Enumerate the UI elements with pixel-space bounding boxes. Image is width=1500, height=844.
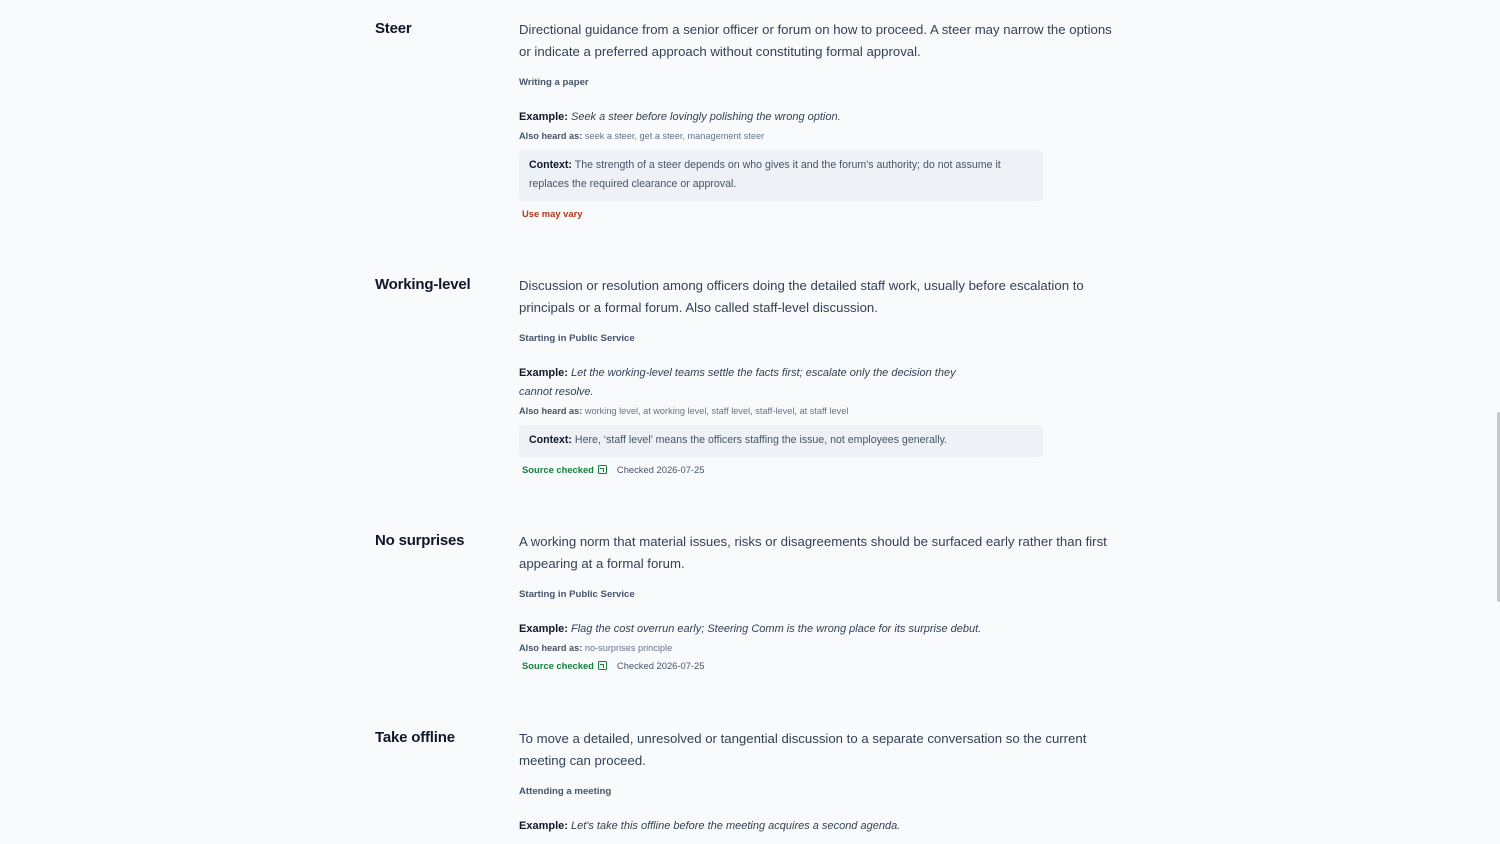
context-note <box>519 425 1043 457</box>
category-tag[interactable]: Attending a meeting <box>519 786 612 797</box>
aliases-label: Also heard as: <box>519 406 583 416</box>
category-tag[interactable]: Starting in Public Service <box>519 589 635 600</box>
aliases-label: Also heard as: <box>519 643 583 653</box>
context-text: Here, ‘staff level’ means the officers staffing the issue, not employees generally. <box>574 434 948 446</box>
aliases <box>519 131 1119 141</box>
aliases-text: seek a steer, get a steer, management steer <box>584 131 765 141</box>
entry-body <box>519 19 1119 219</box>
term-title: Take offline <box>375 729 455 746</box>
entry-body <box>519 531 1119 671</box>
example-label: Example: <box>519 367 568 379</box>
term-title: Steer <box>375 20 412 37</box>
external-link-icon <box>598 465 607 474</box>
aliases <box>519 406 1119 416</box>
context-label: Context: <box>529 159 572 171</box>
source-checked-link[interactable] <box>522 464 607 475</box>
term-definition: To move a detailed, unresolved or tangential discussion to a separate conversation so the current meeting can proceed. <box>519 731 1087 768</box>
context-note <box>519 150 1043 201</box>
term-definition: Directional guidance from a senior officer or forum on how to proceed. A steer may narrow the options or indicate a preferred approach without constituting formal approval. <box>519 22 1112 59</box>
example <box>519 364 979 402</box>
example-text: Flag the cost overrun early; Steering Comm is the wrong place for its surprise debut. <box>570 623 982 635</box>
aliases-text: working level, at working level, staff level, staff-level, at staff level <box>584 406 849 416</box>
entry-body <box>519 728 1119 836</box>
example-text: Seek a steer before lovingly polishing the wrong option. <box>570 111 841 123</box>
example-text: Let's take this offline before the meeting acquires a second agenda. <box>570 820 901 832</box>
aliases-text: no-surprises principle <box>584 643 673 653</box>
entry-body <box>519 275 1119 475</box>
context-text: The strength of a steer depends on who gives it and the forum's authority; do not assume it replaces the required clearance or approval. <box>529 159 1001 190</box>
aliases-label: Also heard as: <box>519 131 583 141</box>
source-checked-label: Source checked <box>522 464 594 475</box>
example <box>519 817 1039 836</box>
term-definition: Discussion or resolution among officers doing the detailed staff work, usually before escalation to principals or a formal forum. Also called staff-level discussion. <box>519 278 1084 315</box>
category-tag[interactable]: Starting in Public Service <box>519 333 635 344</box>
example <box>519 108 979 127</box>
aliases <box>519 643 1119 653</box>
term-definition: A working norm that material issues, risks or disagreements should be surfaced early rather than first appearing at a formal forum. <box>519 534 1107 571</box>
example-label: Example: <box>519 623 568 635</box>
example-label: Example: <box>519 111 568 123</box>
use-may-vary-badge: Use may vary <box>522 208 583 219</box>
term-title: No surprises <box>375 532 465 549</box>
status-row <box>519 464 1119 475</box>
checked-date: Checked 2026-07-25 <box>616 464 705 475</box>
term-title: Working-level <box>375 276 471 293</box>
source-checked-link[interactable] <box>522 660 607 671</box>
example <box>519 620 1039 639</box>
source-checked-label: Source checked <box>522 660 594 671</box>
context-label: Context: <box>529 434 572 446</box>
checked-date: Checked 2026-07-25 <box>616 660 705 671</box>
status-row <box>519 208 1119 219</box>
status-row <box>519 660 1119 671</box>
external-link-icon <box>598 661 607 670</box>
example-label: Example: <box>519 820 568 832</box>
category-tag[interactable]: Writing a paper <box>519 77 589 88</box>
example-text: Let the working-level teams settle the facts first; escalate only the decision they cannot resolve. <box>519 367 956 398</box>
